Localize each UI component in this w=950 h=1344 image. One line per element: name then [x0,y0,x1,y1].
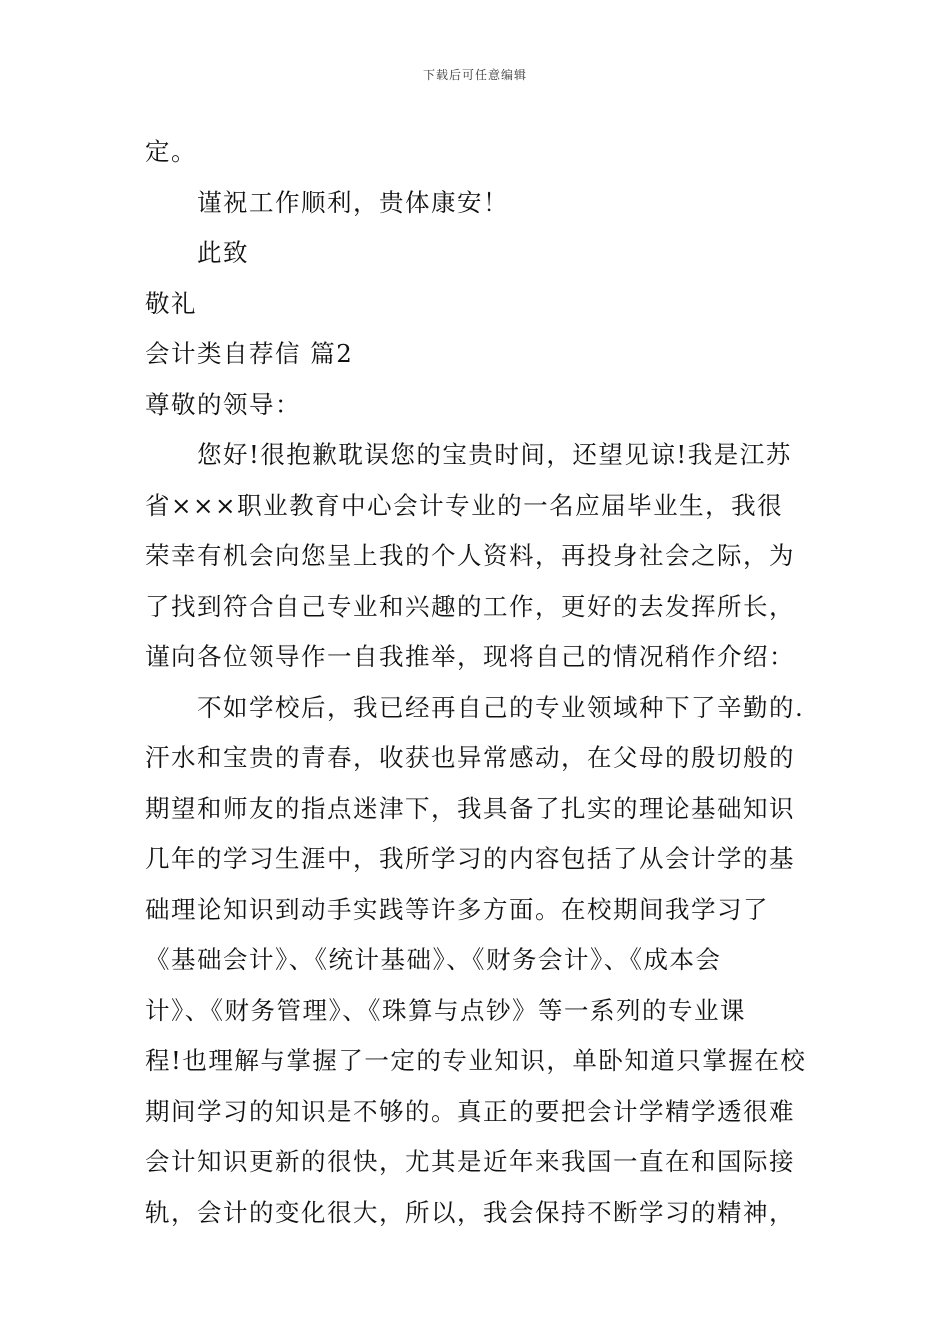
text-line: 程!也理解与掌握了一定的专业知识，单卧知道只掌握在校 [145,1046,807,1075]
text-line: 谨祝工作顺利，贵体康安！ [197,187,509,217]
text-line: 不如学校后，我已经再自己的专业领域种下了辛勤的. [197,692,805,722]
text-line: 谨向各位领导作一自我推举，现将自己的情况稍作介绍： [145,642,795,671]
text-line: 《基础会计》、《统计基础》、《财务会计》、《成本会 [145,945,722,974]
text-line: 期望和师友的指点迷津下，我具备了扎实的理论基础知识 [145,793,795,823]
text-line: 础理论知识到动手实践等许多方面。在校期间我学习了 [145,894,769,924]
text-line: 轨，会计的变化很大，所以，我会保持不断学习的精神， [145,1197,795,1227]
text-line: 省×××职业教育中心会计专业的一名应届毕业生，我很 [145,490,784,520]
letter-body [145,127,810,1238]
text-line: 会计知识更新的很快，尤其是近年来我国一直在和国际接 [145,1147,795,1176]
salutation: 尊敬的领导： [145,389,301,419]
text-line: 定。 [145,137,197,166]
text-line: 期间学习的知识是不够的。真正的要把会计学精学透很难 [145,1096,795,1126]
text-line: 敬礼 [145,288,197,318]
text-line: 计》、《财务管理》、《珠算与点钞》等一系列的专业课 [145,995,746,1025]
text-line: 汗水和宝贵的青春，收获也异常感动，在父母的殷切般的 [145,743,795,772]
text-line: 荣幸有机会向您呈上我的个人资料，再投身社会之际，为 [145,541,795,570]
text-line: 您好!很抱歉耽误您的宝贵时间，还望见谅!我是江苏 [197,440,792,469]
page-header: 下载后可任意编辑 [422,68,527,82]
text-line: 了找到符合自己专业和兴趣的工作，更好的去发挥所长， [145,591,795,621]
section-title: 会计类自荐信 篇2 [145,339,354,368]
text-line: 几年的学习生涯中，我所学习的内容包括了从会计学的基 [145,844,795,873]
text-line: 此致 [197,238,249,267]
